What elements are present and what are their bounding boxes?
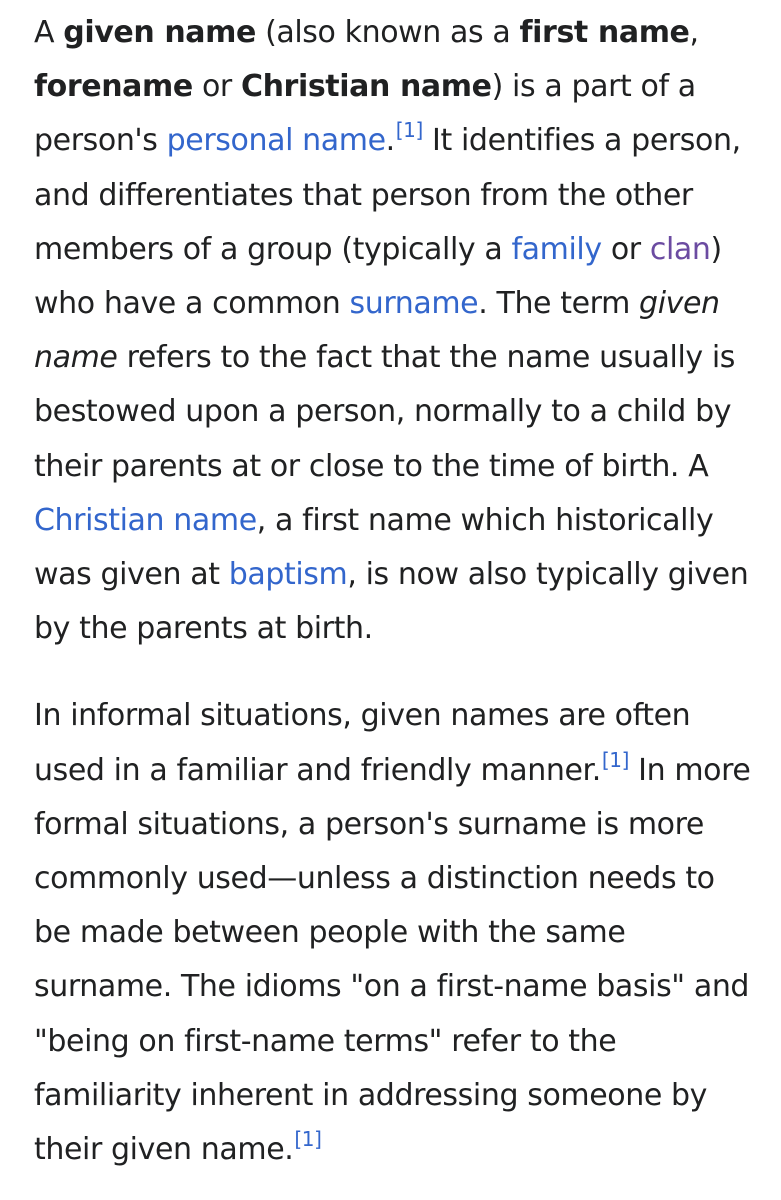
paragraph-2 xyxy=(34,689,754,1177)
text: In informal situations, given names are often used in a familiar and friendly manner. xyxy=(34,698,691,788)
text: . xyxy=(385,123,395,159)
reference-link[interactable]: [1] xyxy=(395,118,423,143)
link-family[interactable]: family xyxy=(511,231,602,267)
text: . The term xyxy=(478,286,640,322)
term-forename: forename xyxy=(34,69,193,105)
paragraph-1 xyxy=(34,6,754,656)
text: refers to the fact that the name usually is bestowed upon a person, normally to a child by their parents at or close to the time of birth. A xyxy=(34,340,736,484)
text: In more formal situations, a person's surname is more commonly used—unless a distinction needs to be made between people with the same surname. The idioms "on a first-name basis" and "being on first-name terms" refer to the familiarity inherent in addressing someone by their given name. xyxy=(34,752,751,1168)
text: or xyxy=(192,69,241,105)
term-first-name: first name xyxy=(519,15,690,50)
reference-1 xyxy=(294,1127,321,1151)
text: , is now also typically given by the parents at birth. xyxy=(34,557,749,647)
text: ) is a part of a person's xyxy=(34,69,696,159)
term-given-name: given name xyxy=(63,15,256,50)
link-christian-name[interactable]: Christian name xyxy=(34,502,257,538)
text: A xyxy=(34,15,64,50)
italic-given-name: given name xyxy=(34,286,720,376)
reference-1 xyxy=(602,748,629,772)
text: or xyxy=(601,231,650,267)
text: ) who have a common xyxy=(34,231,722,322)
link-surname[interactable]: surname xyxy=(349,286,479,322)
text: , a first name which historically was given at xyxy=(34,502,714,593)
link-baptism[interactable]: baptism xyxy=(228,557,348,593)
text: (also known as a xyxy=(255,15,520,50)
text: It identifies a person, and differentiates that person from the other members of a group (typically a xyxy=(34,123,741,267)
article-body xyxy=(34,6,754,1177)
reference-link[interactable]: [1] xyxy=(601,747,630,772)
link-personal-name[interactable]: personal name xyxy=(166,123,386,159)
text: , xyxy=(689,15,699,50)
reference-link[interactable]: [1] xyxy=(294,1127,322,1152)
reference-1 xyxy=(396,118,423,142)
link-clan[interactable]: clan xyxy=(649,231,711,267)
term-christian-name: Christian name xyxy=(240,69,492,105)
